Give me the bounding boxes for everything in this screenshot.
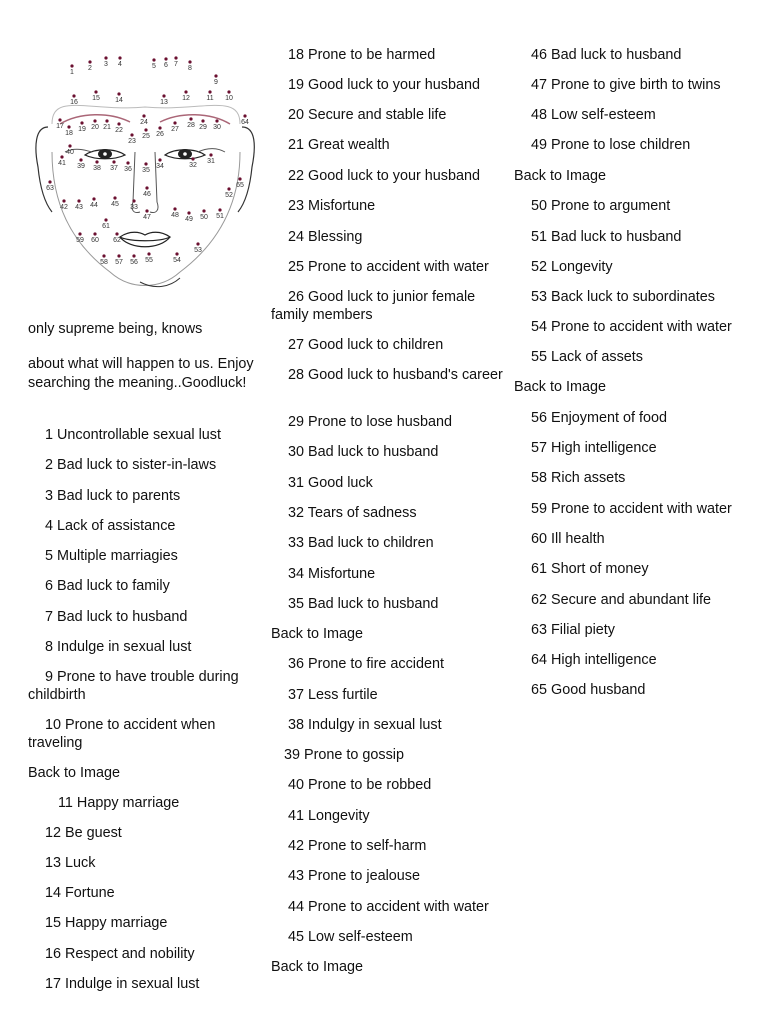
list-item: 59 Prone to accident with water	[531, 501, 732, 517]
mole-number-label: 56	[130, 259, 138, 266]
mole-dot	[117, 122, 120, 125]
mole-number-label: 59	[76, 237, 84, 244]
mole-number-label: 29	[199, 124, 207, 131]
list-item: 18 Prone to be harmed	[288, 47, 436, 63]
mole-number-label: 46	[143, 191, 151, 198]
mole-number-label: 41	[58, 160, 66, 167]
mole-dot	[238, 177, 241, 180]
mole-number-label: 49	[185, 216, 193, 223]
list-item: 34 Misfortune	[288, 566, 376, 582]
mole-number-label: 21	[103, 124, 111, 131]
mole-number-label: 26	[156, 131, 164, 138]
list-item: 46 Bad luck to husband	[531, 47, 682, 63]
mole-dot	[48, 180, 51, 183]
mole-dot	[70, 64, 73, 67]
mole-dot	[147, 252, 150, 255]
mole-dot	[173, 207, 176, 210]
mole-dot	[118, 56, 121, 59]
mole-dot	[67, 125, 70, 128]
list-item: 24 Blessing	[288, 229, 363, 245]
list-item: 58 Rich assets	[531, 470, 626, 486]
mole-dot	[202, 209, 205, 212]
list-item: 28 Good luck to husband's career	[288, 367, 503, 383]
mole-number-label: 12	[182, 95, 190, 102]
mole-number-label: 6	[164, 62, 168, 69]
mole-number-label: 34	[156, 163, 164, 170]
mole-dot	[79, 158, 82, 161]
list-item: 50 Prone to argument	[531, 198, 671, 214]
list-item: 55 Lack of assets	[531, 349, 643, 365]
list-item: 5 Multiple marriagies	[45, 548, 178, 564]
mole-dot	[58, 118, 61, 121]
mole-number-label: 51	[216, 213, 224, 220]
face-diagram	[30, 52, 260, 300]
list-item: 23 Misfortune	[288, 198, 376, 214]
back-to-image-link[interactable]: Back to Image	[514, 379, 606, 395]
list-item: 64 High intelligence	[531, 652, 657, 668]
mole-number-label: 65	[236, 182, 244, 189]
mole-number-label: 57	[115, 259, 123, 266]
mole-dot	[130, 133, 133, 136]
mole-number-label: 8	[188, 65, 192, 72]
mole-dot	[209, 153, 212, 156]
mole-number-label: 23	[128, 138, 136, 145]
mole-number-label: 25	[142, 133, 150, 140]
intro-line-2: about what will happen to us. Enjoy searching the meaning..Goodluck!	[28, 356, 254, 391]
mole-dot	[158, 158, 161, 161]
mole-number-label: 30	[213, 124, 221, 131]
list-item: 52 Longevity	[531, 259, 613, 275]
mole-number-label: 24	[140, 119, 148, 126]
list-item: 12 Be guest	[45, 825, 122, 841]
mole-number-label: 35	[142, 167, 150, 174]
mole-dot	[92, 197, 95, 200]
list-item: 7 Bad luck to husband	[45, 609, 188, 625]
mole-dot	[112, 160, 115, 163]
mole-dot	[117, 254, 120, 257]
list-item: 35 Bad luck to husband	[288, 596, 439, 612]
list-item: 10 Prone to accident when traveling	[28, 717, 216, 751]
mole-number-label: 64	[241, 119, 249, 126]
mole-number-label: 17	[56, 123, 64, 130]
mole-number-label: 1	[70, 69, 74, 76]
list-item: 6 Bad luck to family	[45, 578, 170, 594]
mole-number-label: 14	[115, 97, 123, 104]
mole-dot	[208, 90, 211, 93]
mole-dot	[88, 60, 91, 63]
list-item: 38 Indulgy in sexual lust	[288, 717, 442, 733]
mole-dot	[215, 119, 218, 122]
mole-number-label: 61	[102, 223, 110, 230]
list-item: 43 Prone to jealouse	[288, 868, 421, 884]
list-item: 21 Great wealth	[288, 137, 390, 153]
list-item: 3 Bad luck to parents	[45, 488, 181, 504]
mole-dot	[189, 117, 192, 120]
list-item: 31 Good luck	[288, 475, 373, 491]
mole-number-label: 42	[60, 204, 68, 211]
mole-dot	[142, 114, 145, 117]
back-to-image-link[interactable]: Back to Image	[271, 626, 363, 642]
mole-dot	[93, 119, 96, 122]
list-item: 37 Less furtile	[288, 687, 378, 703]
mole-number-label: 38	[93, 165, 101, 172]
mole-dot	[68, 144, 71, 147]
mole-number-label: 54	[173, 257, 181, 264]
list-item: 22 Good luck to your husband	[288, 168, 481, 184]
mole-dot	[62, 199, 65, 202]
mole-dot	[162, 94, 165, 97]
mole-dot	[93, 232, 96, 235]
list-item: 14 Fortune	[45, 885, 115, 901]
list-item: 11 Happy marriage	[58, 795, 180, 811]
mole-number-label: 48	[171, 212, 179, 219]
list-item: 54 Prone to accident with water	[531, 319, 732, 335]
mole-dot	[126, 161, 129, 164]
mole-dot	[132, 199, 135, 202]
mole-number-label: 32	[189, 162, 197, 169]
mole-number-label: 4	[118, 61, 122, 68]
mole-dot	[80, 121, 83, 124]
list-item: 16 Respect and nobility	[45, 946, 195, 962]
list-item: 25 Prone to accident with water	[288, 259, 489, 275]
mole-number-label: 33	[130, 204, 138, 211]
list-item: 4 Lack of assistance	[45, 518, 176, 534]
list-item: 32 Tears of sadness	[288, 505, 417, 521]
mole-dot	[158, 126, 161, 129]
mole-number-label: 44	[90, 202, 98, 209]
mole-number-label: 45	[111, 201, 119, 208]
mole-dot	[214, 74, 217, 77]
mole-number-label: 5	[152, 63, 156, 70]
mole-number-label: 10	[225, 95, 233, 102]
list-item: 63 Filial piety	[531, 622, 615, 638]
mole-dot	[78, 232, 81, 235]
list-item: 27 Good luck to children	[288, 337, 444, 353]
list-item: 36 Prone to fire accident	[288, 656, 444, 672]
mole-number-label: 47	[143, 214, 151, 221]
mole-number-label: 43	[75, 204, 83, 211]
mole-number-label: 37	[110, 165, 118, 172]
list-item: 39 Prone to gossip	[284, 747, 405, 763]
mole-dot	[144, 162, 147, 165]
list-item: 13 Luck	[45, 855, 96, 871]
mole-dot	[102, 254, 105, 257]
mole-number-label: 3	[104, 61, 108, 68]
list-item: 47 Prone to give birth to twins	[531, 77, 721, 93]
mole-dot	[152, 58, 155, 61]
mole-dot	[243, 114, 246, 117]
face-mole-map-image	[30, 52, 260, 300]
intro-line-1: only supreme being, knows	[28, 321, 203, 337]
mole-dot	[60, 155, 63, 158]
mole-dot	[187, 211, 190, 214]
mole-dot	[104, 56, 107, 59]
list-item: 8 Indulge in sexual lust	[45, 639, 192, 655]
mole-dot	[104, 218, 107, 221]
list-item: 60 Ill health	[531, 531, 605, 547]
mole-dot	[191, 157, 194, 160]
list-item: 17 Indulge in sexual lust	[45, 976, 200, 992]
mole-number-label: 9	[214, 79, 218, 86]
mole-dot	[188, 60, 191, 63]
mole-number-label: 7	[174, 61, 178, 68]
back-to-image-link[interactable]: Back to Image	[28, 765, 120, 781]
mole-dot	[117, 92, 120, 95]
mole-dot	[218, 208, 221, 211]
mole-number-label: 50	[200, 214, 208, 221]
mole-dot	[145, 209, 148, 212]
mole-number-label: 2	[88, 65, 92, 72]
mole-number-label: 28	[187, 122, 195, 129]
mole-dot	[174, 56, 177, 59]
list-item: 9 Prone to have trouble during childbirth	[28, 669, 239, 703]
mole-number-label: 18	[65, 130, 73, 137]
list-item: 53 Back luck to subordinates	[531, 289, 715, 305]
mole-number-label: 19	[78, 126, 86, 133]
list-item: 29 Prone to lose husband	[288, 414, 453, 430]
mole-number-label: 22	[115, 127, 123, 134]
list-item: 26 Good luck to junior female family members	[271, 289, 476, 323]
list-item: 62 Secure and abundant life	[531, 592, 712, 608]
list-item: 1 Uncontrollable sexual lust	[45, 427, 221, 443]
mole-dot	[115, 232, 118, 235]
list-item: 30 Bad luck to husband	[288, 444, 439, 460]
mole-number-label: 58	[100, 259, 108, 266]
mole-dot	[77, 199, 80, 202]
mole-number-label: 63	[46, 185, 54, 192]
list-item: 41 Longevity	[288, 808, 370, 824]
list-item: 33 Bad luck to children	[288, 535, 434, 551]
list-item: 57 High intelligence	[531, 440, 657, 456]
mole-dot	[173, 121, 176, 124]
list-item: 45 Low self-esteem	[288, 929, 413, 945]
mole-dot	[113, 196, 116, 199]
list-item: 48 Low self-esteem	[531, 107, 656, 123]
mole-number-label: 62	[113, 237, 121, 244]
list-item: 49 Prone to lose children	[531, 137, 691, 153]
mole-dot	[196, 242, 199, 245]
mole-dot	[94, 90, 97, 93]
mole-number-label: 15	[92, 95, 100, 102]
list-item: 40 Prone to be robbed	[288, 777, 432, 793]
mole-number-label: 36	[124, 166, 132, 173]
mole-number-label: 31	[207, 158, 215, 165]
mole-dot	[201, 119, 204, 122]
mole-number-label: 55	[145, 257, 153, 264]
back-to-image-link[interactable]: Back to Image	[514, 168, 606, 184]
mole-dot	[175, 252, 178, 255]
mole-number-label: 11	[206, 95, 214, 102]
mole-dot	[145, 186, 148, 189]
list-item: 15 Happy marriage	[45, 915, 168, 931]
list-item: 19 Good luck to your husband	[288, 77, 481, 93]
mole-number-label: 16	[70, 99, 78, 106]
mole-dot	[105, 119, 108, 122]
mole-dot	[227, 90, 230, 93]
list-item: 56 Enjoyment of food	[531, 410, 668, 426]
mole-dot	[184, 90, 187, 93]
list-item: 65 Good husband	[531, 682, 646, 698]
mole-number-label: 60	[91, 237, 99, 244]
mole-number-label: 40	[66, 149, 74, 156]
list-item: 42 Prone to self-harm	[288, 838, 427, 854]
list-item: 51 Bad luck to husband	[531, 229, 682, 245]
list-item: 61 Short of money	[531, 561, 649, 577]
list-item: 20 Secure and stable life	[288, 107, 447, 123]
mole-dot	[164, 57, 167, 60]
mole-dot	[95, 160, 98, 163]
list-item: 44 Prone to accident with water	[288, 899, 489, 915]
mole-number-label: 39	[77, 163, 85, 170]
mole-number-label: 13	[160, 99, 168, 106]
mole-dot	[72, 94, 75, 97]
mole-dot	[227, 187, 230, 190]
mole-dot	[144, 128, 147, 131]
back-to-image-link[interactable]: Back to Image	[271, 959, 363, 975]
mole-number-label: 53	[194, 247, 202, 254]
mole-dot	[132, 254, 135, 257]
mole-number-label: 27	[171, 126, 179, 133]
mole-number-label: 20	[91, 124, 99, 131]
mole-number-label: 52	[225, 192, 233, 199]
list-item: 2 Bad luck to sister-in-laws	[45, 457, 217, 473]
